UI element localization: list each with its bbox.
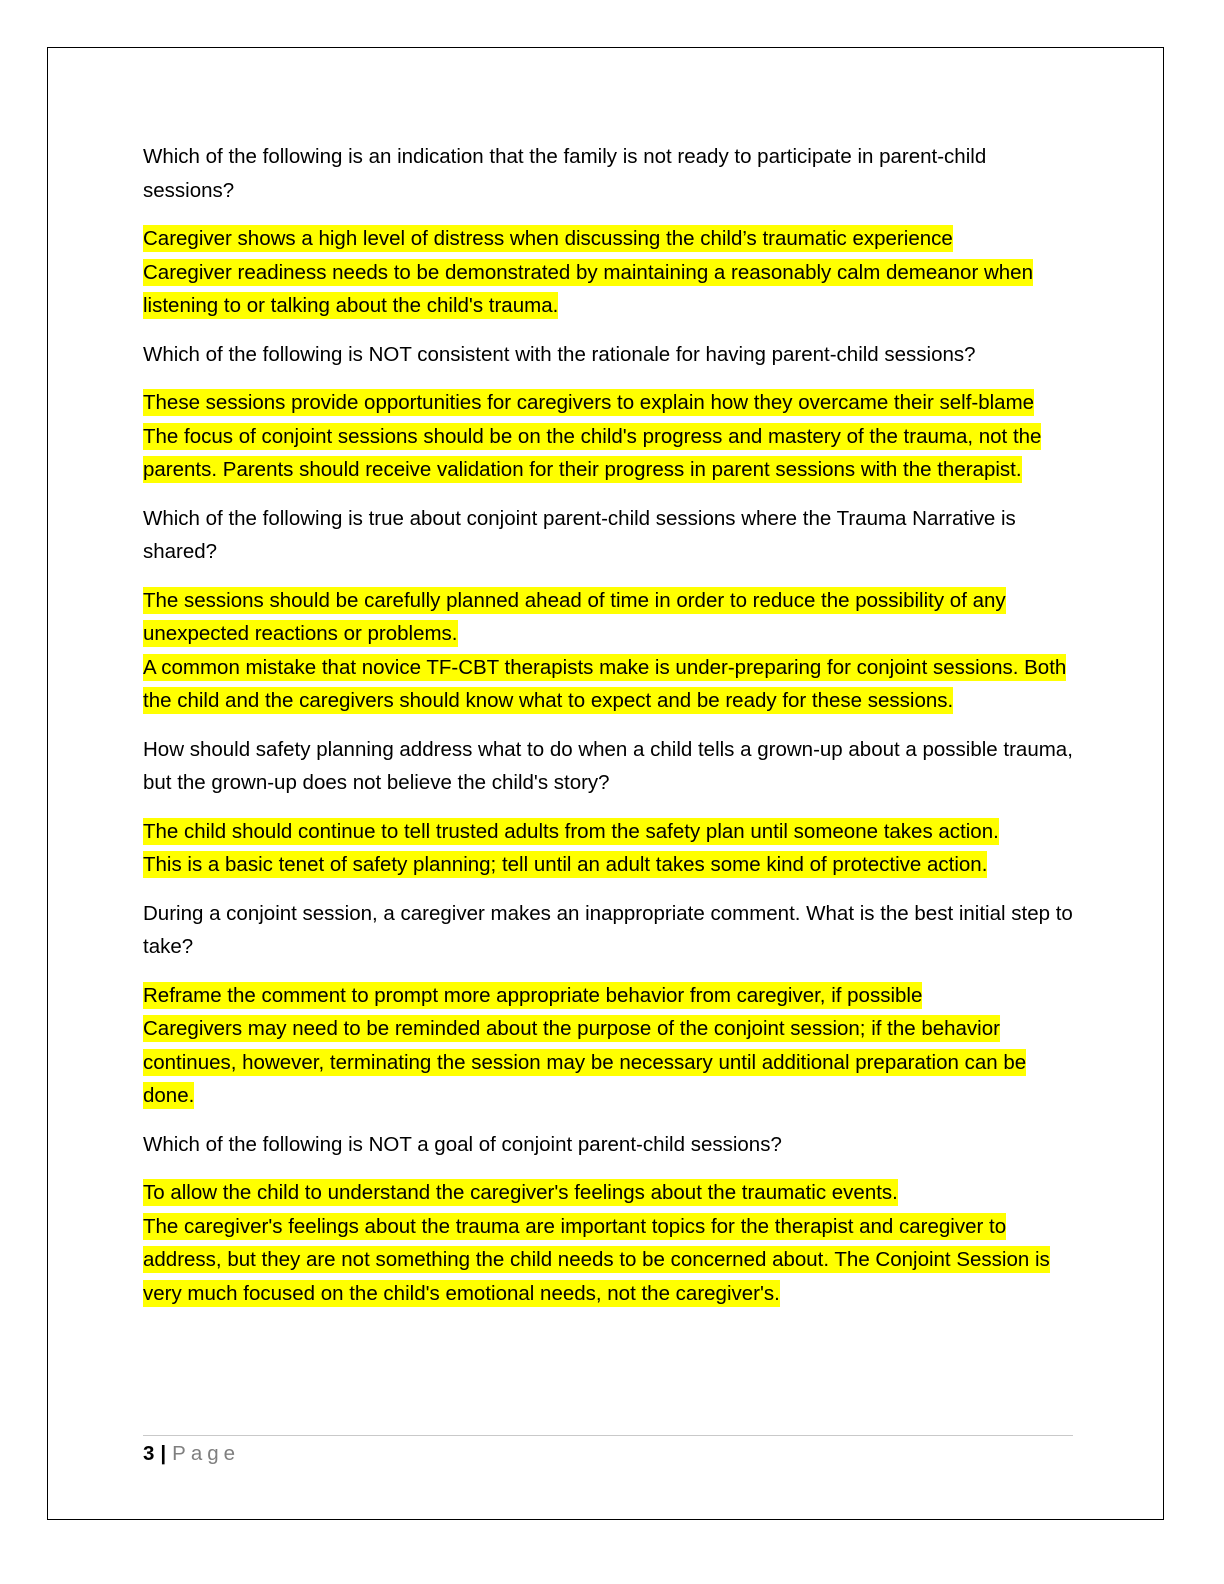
rationale-2: The focus of conjoint sessions should be on the child's progress and mastery of the trauma, not the parents. Parents should receive validation for their progress in parent sessions with the therapist. xyxy=(143,424,1042,481)
question-1: Which of the following is an indication that the family is not ready to participate in parent-child sessions? xyxy=(143,145,987,202)
answer-block-3 xyxy=(143,584,1073,718)
question-4: How should safety planning address what to do when a child tells a grown-up about a possible trauma, but the grown-up does not believe the child's story? xyxy=(143,737,1073,794)
question-3: Which of the following is true about conjoint parent-child sessions where the Trauma Narrative is shared? xyxy=(143,506,1016,563)
answer-block-5 xyxy=(143,979,1073,1113)
question-2: Which of the following is NOT consistent with the rationale for having parent-child sessions? xyxy=(143,342,976,366)
answer-4: The child should continue to tell trusted adults from the safety plan until someone takes action. xyxy=(143,819,999,843)
page-label: Page xyxy=(172,1442,241,1465)
page-number: 3 xyxy=(143,1442,155,1465)
answer-5: Reframe the comment to prompt more appropriate behavior from caregiver, if possible xyxy=(143,983,923,1007)
answer-block-4 xyxy=(143,815,1073,882)
answer-2: These sessions provide opportunities for caregivers to explain how they overcame their self-blame xyxy=(143,391,1035,414)
answer-6: To allow the child to understand the caregiver's feelings about the traumatic events. xyxy=(143,1181,898,1204)
question-5: During a conjoint session, a caregiver makes an inappropriate comment. What is the best initial step to take? xyxy=(143,901,1073,958)
question-6: Which of the following is NOT a goal of conjoint parent-child sessions? xyxy=(143,1132,782,1156)
answer-block-2 xyxy=(143,386,1073,487)
rationale-6: The caregiver's feelings about the trauma are important topics for the therapist and caregiver to address, but they are not something the child needs to be concerned about. The Conjoint Session is very much focused on the child's emotional needs, not the caregiver's. xyxy=(143,1214,1050,1305)
rationale-3: A common mistake that novice TF-CBT therapists make is under-preparing for conjoint sessions. Both the child and the caregivers should know what to expect and be ready for these sessions. xyxy=(143,655,1067,712)
footer-separator: | xyxy=(160,1442,167,1465)
answer-3: The sessions should be carefully planned ahead of time in order to reduce the possibility of any unexpected reactions or problems. xyxy=(143,588,1006,645)
footer-divider xyxy=(143,1435,1073,1436)
answer-block-6 xyxy=(143,1176,1073,1310)
rationale-5: Caregivers may need to be reminded about the purpose of the conjoint session; if the behavior continues, however, terminating the session may be necessary until additional preparation can be done. xyxy=(143,1017,1027,1107)
rationale-1: Caregiver readiness needs to be demonstrated by maintaining a reasonably calm demeanor when listening to or talking about the child's trauma. xyxy=(143,260,1033,317)
document-body xyxy=(143,140,1073,1325)
answer-1: Caregiver shows a high level of distress when discussing the child’s traumatic experience xyxy=(143,227,953,250)
answer-block-1 xyxy=(143,222,1073,323)
rationale-4: This is a basic tenet of safety planning; tell until an adult takes some kind of protective action. xyxy=(143,853,988,876)
page-footer xyxy=(143,1440,240,1468)
